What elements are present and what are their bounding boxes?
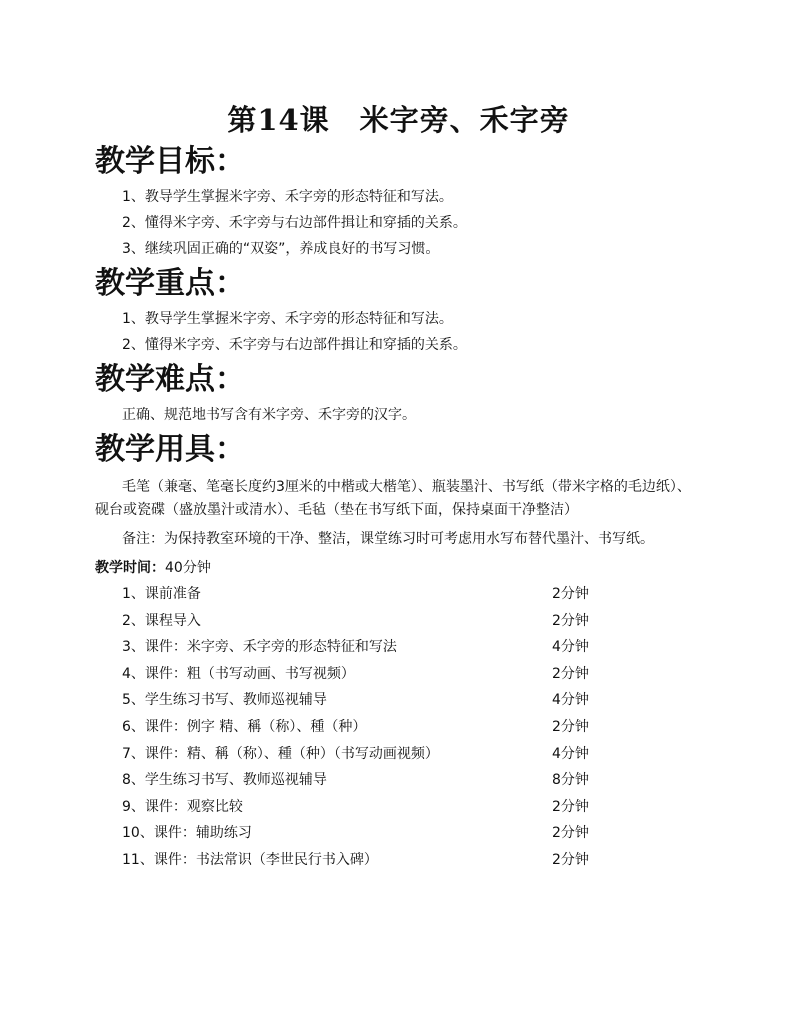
- difficulty-text: 正确、规范地书写含有米字旁、禾字旁的汉字。: [122, 407, 416, 423]
- key-points-heading: 教学重点：: [95, 266, 245, 301]
- schedule-duration: 4分钟: [552, 745, 589, 762]
- schedule-activity: 3、课件：米字旁、禾字旁的形态特征和写法: [122, 639, 397, 656]
- schedule-duration: 4分钟: [552, 639, 589, 656]
- list-item: [95, 661, 702, 688]
- list-item: [95, 794, 702, 821]
- list-item: [95, 581, 702, 608]
- key-point-item: 2、懂得米字旁、禾字旁与右边部件揖让和穿插的关系。: [122, 337, 467, 353]
- difficulties-heading: 教学难点：: [95, 362, 245, 397]
- teaching-time: [95, 555, 702, 581]
- schedule-activity: 5、学生练习书写、教师巡视辅导: [122, 692, 327, 709]
- schedule-list: [95, 581, 702, 874]
- list-item: [95, 767, 702, 794]
- schedule-activity: 11、课件：书法常识（李世民行书入碑）: [122, 851, 378, 868]
- teaching-time-label: 教学时间：: [95, 560, 165, 576]
- schedule-duration: 2分钟: [552, 798, 589, 815]
- list-item: [95, 687, 702, 714]
- schedule-activity: 1、课前准备: [122, 586, 201, 602]
- schedule-activity: 2、课程导入: [122, 612, 201, 629]
- key-point-item: 1、教导学生掌握米字旁、禾字旁的形态特征和写法。: [122, 311, 453, 327]
- schedule-duration: 8分钟: [552, 772, 589, 789]
- schedule-activity: 4、课件：粗（书写动画、书写视频）: [122, 665, 355, 682]
- list-item: [95, 608, 702, 635]
- page-title: 第14课 米字旁、禾字旁: [227, 103, 570, 137]
- tools-note: 备注：为保持教室环境的干净、整洁，课堂练习时可考虑用水写布替代墨汁、书写纸。: [122, 531, 654, 547]
- tools-text: 毛笔（兼毫、笔毫长度约3厘米的中楷或大楷笔）、瓶装墨汁、书写纸（带米字格的毛边纸）、砚台或瓷碟（盛放墨汁或清水）、毛毡（垫在书写纸下面，保持桌面干净整洁）: [95, 479, 691, 518]
- schedule-activity: 7、课件：精、稱（称）、種（种）（书写动画视频）: [122, 745, 439, 762]
- tools-heading: 教学用具：: [95, 432, 245, 467]
- schedule-duration: 4分钟: [552, 692, 589, 709]
- objective-item: 2、懂得米字旁、禾字旁与右边部件揖让和穿插的关系。: [122, 215, 467, 231]
- schedule-activity: 9、课件：观察比较: [122, 798, 243, 815]
- schedule-activity: 6、课件：例字 精、稱（称）、種（种）: [122, 718, 367, 735]
- objective-item: 3、继续巩固正确的“双姿”，养成良好的书写习惯。: [122, 241, 440, 257]
- list-item: [95, 820, 702, 847]
- list-item: [95, 634, 702, 661]
- schedule-duration: 2分钟: [552, 665, 589, 682]
- objective-item: 1、教导学生掌握米字旁、禾字旁的形态特征和写法。: [122, 189, 453, 205]
- teaching-time-value: 40分钟: [165, 560, 211, 576]
- list-item: [95, 714, 702, 741]
- schedule-activity: 8、学生练习书写、教师巡视辅导: [122, 772, 327, 789]
- schedule-duration: 2分钟: [552, 718, 589, 735]
- schedule-duration: 2分钟: [552, 851, 589, 868]
- schedule-duration: 2分钟: [552, 612, 589, 629]
- list-item: [95, 847, 702, 874]
- schedule-activity: 10、课件：辅助练习: [122, 825, 252, 842]
- schedule-duration: 2分钟: [552, 825, 589, 842]
- schedule-duration: 2分钟: [552, 586, 589, 602]
- objectives-heading: 教学目标：: [95, 144, 245, 179]
- list-item: [95, 741, 702, 768]
